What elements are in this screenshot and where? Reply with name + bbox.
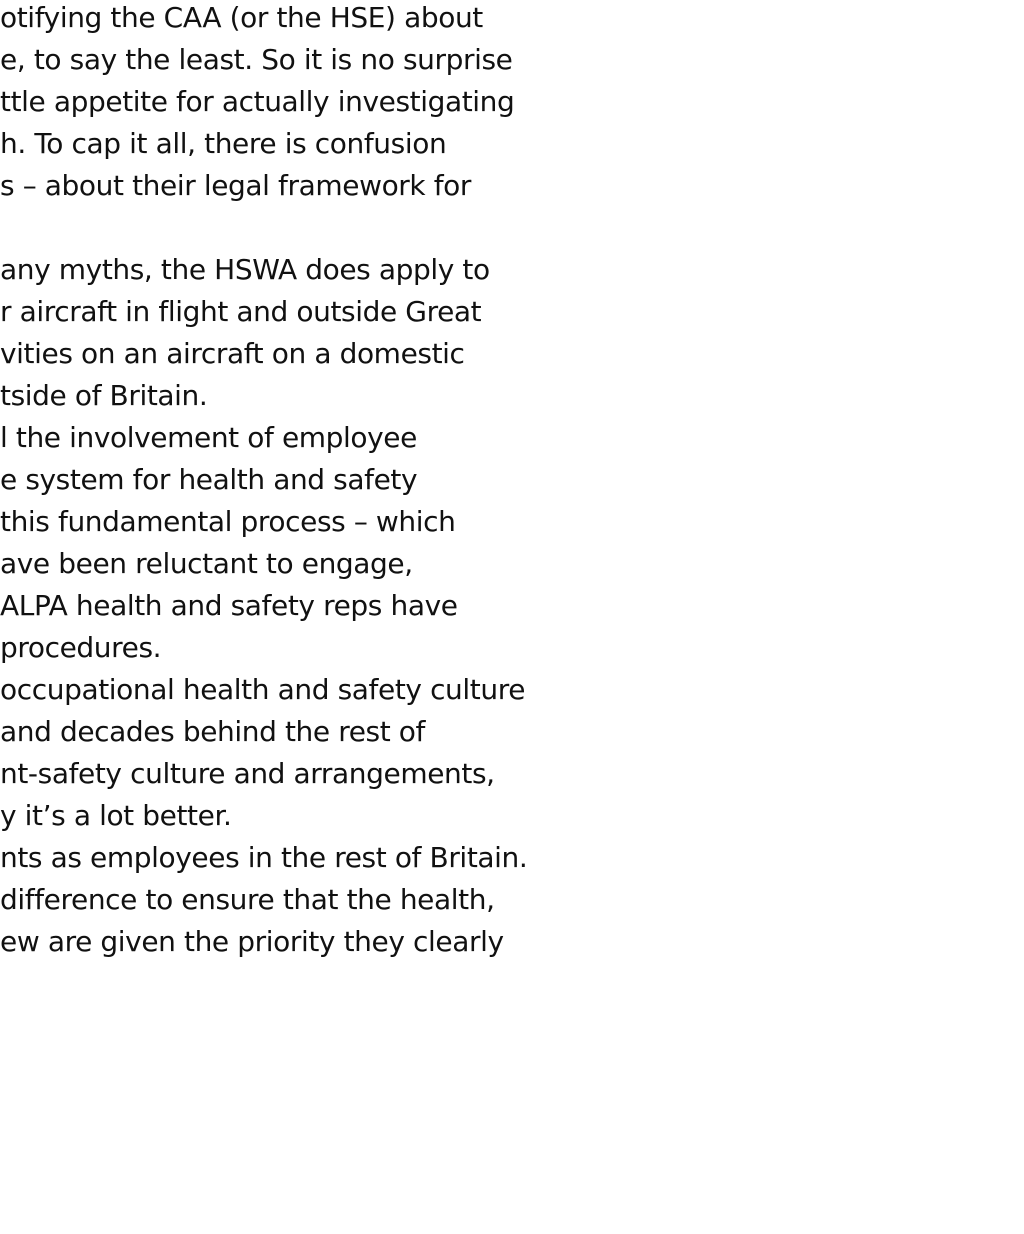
text-line: h. To cap it all, there is confusion xyxy=(0,127,447,160)
text-line: nts as employees in the rest of Britain. xyxy=(0,841,528,874)
text-line: this fundamental process – which xyxy=(0,505,456,538)
text-line: s – about their legal framework for xyxy=(0,169,472,202)
text-line: occupational health and safety culture xyxy=(0,673,526,706)
text-line: e, to say the least. So it is no surprise xyxy=(0,43,513,76)
text-line: otifying the CAA (or the HSE) about xyxy=(0,1,483,34)
text-line: ew are given the priority they clearly xyxy=(0,925,504,958)
text-line: tside of Britain. xyxy=(0,379,208,412)
text-line: any myths, the HSWA does apply to xyxy=(0,253,490,286)
text-line: e system for health and safety xyxy=(0,463,418,496)
text-line: ave been reluctant to engage, xyxy=(0,547,413,580)
text-line: difference to ensure that the health, xyxy=(0,883,495,916)
text-line: l the involvement of employee xyxy=(0,421,417,454)
text-line: y it’s a lot better. xyxy=(0,799,232,832)
text-line: and decades behind the rest of xyxy=(0,715,425,748)
text-line: procedures. xyxy=(0,631,162,664)
text-line: ALPA health and safety reps have xyxy=(0,589,458,622)
text-line: vities on an aircraft on a domestic xyxy=(0,337,465,370)
text-line: r aircraft in flight and outside Great xyxy=(0,295,482,328)
text-line: ttle appetite for actually investigating xyxy=(0,85,515,118)
text-line: nt-safety culture and arrangements, xyxy=(0,757,495,790)
